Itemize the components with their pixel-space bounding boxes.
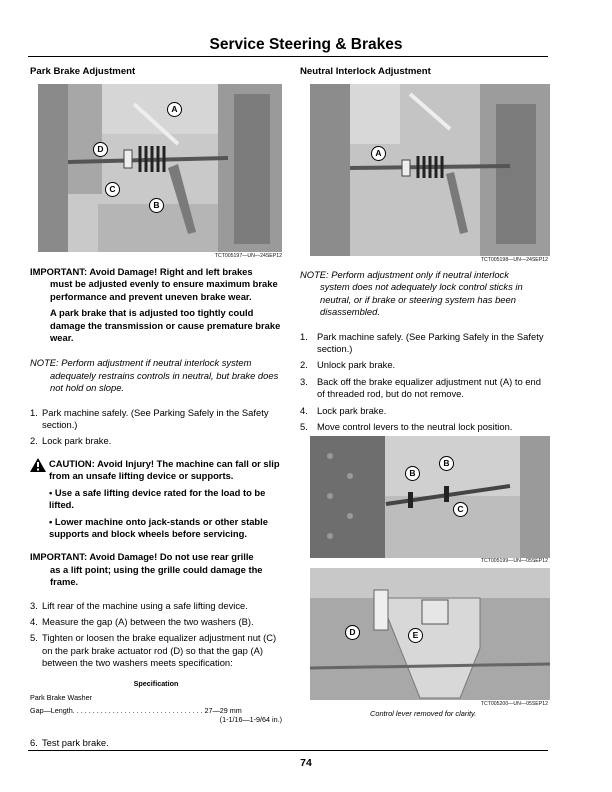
callout-e: E bbox=[408, 628, 423, 643]
neutral-interlock-illustration bbox=[310, 84, 550, 256]
important-brakes-line1: IMPORTANT: Avoid Damage! Right and left brakes bbox=[30, 266, 253, 277]
note-neutral-rest: system does not adequately lock control sticks in neutral, or if brake or steering system has been disassembled. bbox=[320, 281, 523, 318]
caution-text: CAUTION: Avoid Injury! The machine can fall or slip from an unsafe lifting device or supports. bbox=[49, 457, 280, 482]
adjustment-nut-figure-caption: TCT005200—UN—05SEP12 bbox=[480, 701, 548, 707]
washer-gap-illustration bbox=[310, 436, 550, 558]
specification-block bbox=[30, 679, 282, 725]
list-item bbox=[300, 359, 550, 371]
callout-b-right: B bbox=[439, 456, 454, 471]
step-number: 4. bbox=[300, 404, 308, 416]
steps-list-a bbox=[30, 407, 282, 448]
step-text: Lift rear of the machine using a safe lifting device. bbox=[42, 599, 248, 611]
park-brake-figure-caption: TCT005197—UN—24SEP12 bbox=[214, 253, 282, 259]
step-number: 2. bbox=[30, 435, 38, 447]
park-brake-figure bbox=[38, 84, 282, 252]
left-body bbox=[30, 266, 282, 749]
page-number: 74 bbox=[300, 757, 312, 769]
washer-gap-figure-caption: TCT005199—UN—05SEP12 bbox=[480, 558, 548, 564]
step-number: 5. bbox=[30, 632, 38, 644]
list-item bbox=[300, 405, 550, 417]
important-brakes-para2: A park brake that is adjusted too tightly could damage the transmission or cause premature brake wear. bbox=[50, 307, 281, 344]
spec-value-2: (1-1/16—1-9/64 in.) bbox=[219, 715, 282, 725]
spec-label-1: Park Brake Washer bbox=[30, 693, 93, 703]
important-grille bbox=[30, 551, 282, 588]
step-number: 2. bbox=[300, 359, 308, 371]
step-text: Lock park brake. bbox=[317, 404, 387, 416]
header-rule bbox=[28, 56, 548, 57]
washer-gap-figure bbox=[310, 436, 550, 558]
step-number: 3. bbox=[300, 375, 308, 387]
callout-b: B bbox=[149, 198, 164, 213]
figure-note: Control lever removed for clarity. bbox=[370, 709, 477, 718]
neutral-interlock-figure bbox=[310, 84, 550, 256]
left-column bbox=[30, 66, 280, 79]
step-number: 1. bbox=[30, 406, 38, 418]
list-item bbox=[30, 435, 282, 447]
step-text: Park machine safely. (See Parking Safely in the Safety section.) bbox=[317, 330, 544, 355]
callout-a: A bbox=[167, 102, 182, 117]
callout-d: D bbox=[345, 625, 360, 640]
step-number: 6. bbox=[30, 736, 38, 748]
spec-label-2: Gap—Length. . . . . . . . . . . . . . . . . . . . . . . . . . . . . . . . . 27—29 mm bbox=[30, 705, 242, 715]
list-item bbox=[30, 407, 282, 432]
important-brakes bbox=[30, 266, 282, 344]
list-item bbox=[30, 616, 282, 628]
step-text: Unlock park brake. bbox=[317, 359, 396, 371]
callout-c: C bbox=[105, 182, 120, 197]
list-item bbox=[300, 421, 550, 433]
callout-a: A bbox=[371, 146, 386, 161]
steps-list-right bbox=[300, 331, 550, 434]
step-text: Move control levers to the neutral lock position. bbox=[317, 421, 513, 433]
adjustment-nut-figure bbox=[310, 568, 550, 700]
park-brake-illustration bbox=[38, 84, 282, 252]
step-number: 1. bbox=[300, 330, 308, 342]
list-item bbox=[30, 600, 282, 612]
callout-d: D bbox=[93, 142, 108, 157]
note-neutral-line1: NOTE: Perform adjustment only if neutral interlock bbox=[300, 269, 509, 280]
step-text: Back off the brake equalizer adjustment nut (A) to end of threaded rod, but do not remove. bbox=[317, 375, 541, 400]
list-item bbox=[30, 737, 282, 749]
footer-rule bbox=[28, 750, 548, 751]
caution-bullet-1: • Use a safe lifting device rated for the load to be lifted. bbox=[49, 486, 266, 511]
callout-b-left: B bbox=[405, 466, 420, 481]
step-number: 4. bbox=[30, 615, 38, 627]
steps-list-b bbox=[30, 600, 282, 670]
important-grille-line1: IMPORTANT: Avoid Damage! Do not use rear grille bbox=[30, 551, 254, 563]
step-text: Lock park brake. bbox=[42, 435, 112, 447]
note-interlock-line1: NOTE: Perform adjustment if neutral interlock system bbox=[30, 357, 252, 369]
step-text: Tighten or loosen the brake equalizer adjustment nut (C) on the park brake actuator rod (D) so that the gap (A) between the two washers meets specification: bbox=[42, 632, 277, 669]
list-item bbox=[30, 632, 282, 669]
park-brake-heading: Park Brake Adjustment bbox=[30, 66, 136, 77]
caution-block bbox=[30, 458, 282, 540]
neutral-interlock-heading: Neutral Interlock Adjustment bbox=[300, 66, 431, 77]
list-item bbox=[300, 331, 550, 356]
caution-bullet-2: • Lower machine onto jack-stands or other stable supports and block wheels before servicing. bbox=[49, 515, 268, 539]
step-number: 5. bbox=[300, 421, 308, 433]
list-item bbox=[300, 376, 550, 401]
important-brakes-rest: must be adjusted evenly to ensure maximum brake performance and prevent uneven brake wear. bbox=[50, 278, 278, 302]
step-number: 3. bbox=[30, 599, 38, 611]
step-text: Test park brake. bbox=[42, 736, 109, 748]
spec-heading: Specification bbox=[133, 678, 179, 688]
warning-triangle-icon bbox=[30, 458, 46, 472]
callout-c: C bbox=[453, 502, 468, 517]
note-interlock-rest: adequately restrains controls in neutral, but brake does not hold on slope. bbox=[50, 369, 279, 394]
neutral-interlock-figure-caption: TCT005198—UN—24SEP12 bbox=[480, 257, 548, 263]
important-grille-rest: as a lift point; using the grille could damage the frame. bbox=[50, 563, 263, 588]
note-interlock bbox=[30, 357, 282, 394]
page-title: Service Steering & Brakes bbox=[209, 36, 403, 53]
right-body bbox=[300, 269, 550, 433]
right-column bbox=[300, 66, 550, 79]
step-text: Measure the gap (A) between the two washers (B). bbox=[42, 615, 254, 627]
step-text: Park machine safely. (See Parking Safely in the Safety section.) bbox=[42, 406, 269, 431]
note-neutral-interlock bbox=[300, 269, 550, 319]
